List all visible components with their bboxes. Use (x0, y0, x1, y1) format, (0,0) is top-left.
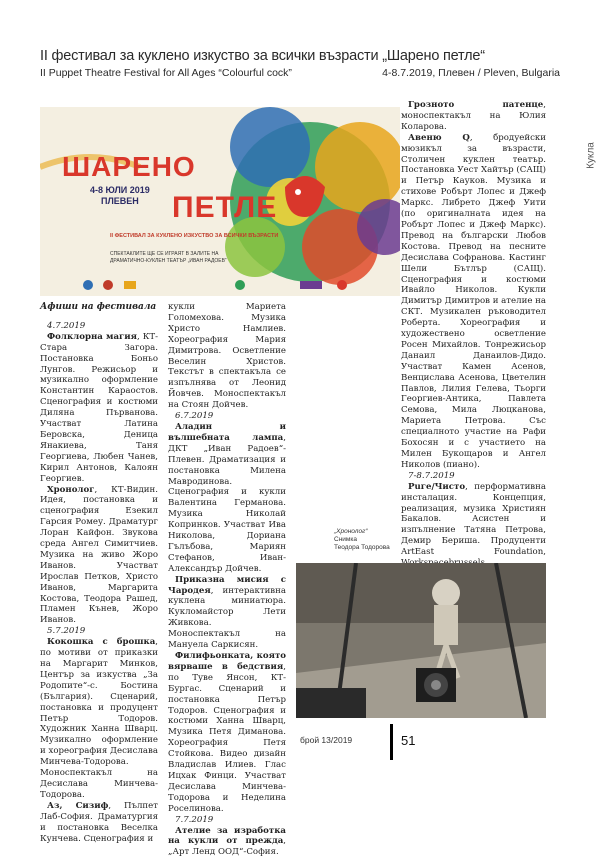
article-title: II фестивал за куклено изкуство за всички възрасти „Шарено петле“ (40, 48, 560, 64)
event-title: Ателие за изработка на кукли от прежда (168, 826, 286, 847)
article-title-english: II Puppet Theatre Festival for All Ages “Colourful cock” (40, 67, 292, 79)
page-number: 51 (401, 733, 415, 748)
event-text: , перформативна инсталация. Концепция, реализация, музика Християн Бакалов. Асистен и изпълнение Татяна Петрова, Демир Бериша. Продуценти ArtEast Foundation, (401, 482, 546, 590)
caption-credit-label: Снимка (334, 536, 390, 544)
photo-scene (296, 563, 546, 718)
column-1 (40, 302, 158, 844)
event-text-continued: кукли Мариета Голомехова. Музика Христо Намлиев. Хореография Мария Димитрова. Осветление Веселин Христов. Текстът в спектакъла се изпълнява от Леонид Йовчев. Моноспектакъл на Стоян Дойчев. (168, 302, 286, 411)
event-text: , моноспектакъл на Юлия Коларова. (401, 100, 546, 132)
event-text: , по мотиви от приказки на Маргарит Минков, Център за изкуства „За Родопите“-с. Бостина (България). Сценарий, постановка и продуцент Петър Тодоров. Художник Ханна Шварц. Музикално оформление и хореография Десислава Минчева-Тодорова. Моноспектакъл на Десислава Минчева-Тодорова. (40, 637, 158, 800)
event-title: Приказна мисия с Чародея (168, 575, 286, 596)
date-place: 4-8.7.2019, Плевен / Pleven, Bulgaria (382, 67, 560, 79)
column-3 (401, 100, 546, 591)
date-line: 5.7.2019 (40, 626, 158, 637)
poster-title-line1: ШАРЕНО (62, 151, 196, 183)
event-title: Рuге/Чисто (408, 482, 465, 492)
event-title: Аладин и вълшебната лампа (168, 422, 286, 443)
column-2 (168, 302, 286, 858)
performance-photo (296, 563, 546, 718)
date-line: 7.7.2019 (168, 815, 286, 826)
poster-subtitle: II ФЕСТИВАЛ ЗА КУКЛЕНО ИЗКУСТВО ЗА ВСИЧКИ ВЪЗРАСТИ (110, 233, 278, 240)
event-text: , ДКТ „Иван Радоев“-Плевен. Драматизация и постановка Милена Мавродинова. Сценография и кукли Валентина Германова. Музика Николай Копринков. Участват Ива Николова, Дориана Гълъбова, Мариян Стефанов, Иван-Александър Дойчев. (168, 433, 286, 574)
poster-venue-line1: СПЕКТАКЛИТЕ ЩЕ СЕ ИГРАЯТ В ЗАЛИТЕ НА (110, 251, 227, 258)
event-entry (40, 485, 158, 627)
event-title: Аз, Сизиф (47, 801, 108, 811)
event-title: Авеню Q (408, 133, 470, 143)
section-tab (584, 80, 600, 240)
event-entry (40, 637, 158, 801)
event-entry (401, 100, 546, 133)
date-line: 7-8.7.2019 (401, 471, 546, 482)
event-text: , „Арт Ленд ООД“-София. (168, 836, 286, 857)
section-heading: Афиши на фестивала (40, 302, 158, 313)
poster-venue-line2: ДРАМАТИЧНО-КУКЛЕН ТЕАТЪР „ИВАН РАДОЕВ“ (110, 258, 227, 265)
poster-city: ПЛЕВЕН (90, 196, 150, 207)
footer-issue: брой 13/2019 (300, 735, 352, 745)
poster-venue (110, 251, 227, 264)
footer-divider (390, 724, 393, 760)
event-text: , КТ-Видин. Идея, постановка и сценография Езекил Гарсия Ромеу. Драматург Лоран Кайфон. Звукова среда Ангел Симитчиев. Музика на живо Жоро Иванов. Участват Ирослав Петков, Христо Иванов, Маргарита Костова, Теодора Рашед, Пламен Кънев, Жоро Иванов. (40, 485, 158, 626)
event-text: , бродуейски мюзикъл за възрасти, Столичен куклен театър. Постановка Уест Хайтър (САЩ) и Петър Кауков. Музика и стихове Робърт Лопес и Джеф Маркс. Либрето Джеф Уити (по оригиналната идея на Робърт Лопес и Джеф Маркс). Превод на български Любов Костова. Превод на песните Десислава Софранова. Кастинг Шели Бътлър (САЩ). Сценография и костюми Ивайло Николов. Кукли Димитър Димитров и ателие на СКТ. Музикален ръководител Роберта. Хореография и художествено осветление Росен Михайлов. Тонрежисьор Данаил Данаилов-Дидо. Участват Камен Асенов, Венцислава Асенова, Цветелин Павлов, Лилия Гелева, Тьорги Георгиев-Антика, Павлета Семова, Мила Люцканова, Мариета Петрова. Със специалното участие на Рафи Бохосян и с участието на Милен Букощаров и Ангел Николов (пиано). (401, 133, 546, 470)
caption-title: „Хронолог“ (334, 528, 390, 536)
poster-date-range: 4-8 ЮЛИ 2019 (90, 185, 150, 196)
event-title: Фолклорна магия (47, 332, 137, 342)
event-title: Хронолог (47, 485, 95, 495)
poster-title-line2: ПЕТЛЕ (172, 191, 277, 225)
date-line: 6.7.2019 (168, 411, 286, 422)
date-line: 4.7.2019 (40, 321, 158, 332)
event-entry (40, 332, 158, 485)
event-title: Филифьонката, която вярваше в бедствия (168, 651, 286, 672)
photo-caption (334, 528, 390, 552)
caption-credit-name: Теодора Тодорова (334, 544, 390, 552)
event-text: , Пълпет Лаб-София. Драматургия и постановка Веселка Кунчева. Сценография и (40, 801, 158, 844)
event-text: , интерактивна куклена миниатюра. Кукломайстор Лети Живкова. Моноспектакъл на Мануела Саркисян. (168, 586, 286, 651)
sponsor-logos (80, 279, 360, 291)
poster-dates (90, 185, 150, 207)
festival-poster (40, 107, 400, 296)
event-entry (168, 422, 286, 575)
event-entry (401, 133, 546, 471)
event-entry (40, 801, 158, 845)
event-text: , по Туве Янсон, КТ-Бургас. Сценарий и постановка Петър Тодоров. Сценография и костюми Ханна Шварц, Музика Петя Диманова. Хореография Петя Стойкова. Видео дизайн Владислав Илиев. Глас Ицхак Финци. Участват Десислава Минчева-Тодорова и Неделина Роселинова. (168, 662, 286, 814)
section-tab-label: Кукла (586, 101, 597, 211)
event-title: Грозното патенце (408, 100, 543, 110)
event-title: Кокошка с брошка (47, 637, 155, 647)
event-text: , КТ-Стара Загора. Постановка Боньо Лунгов. Режисьор и музикално оформление Константин Караостов. Сценография и костюми Диляна Първанова. Участват Латина Беровска, Деница Янакиева, Таня Георгиева, Любен Чанев, Кирил Антонов, Калоян Георгиев. (40, 332, 158, 484)
event-entry (168, 575, 286, 651)
event-entry (168, 826, 286, 858)
event-entry (168, 651, 286, 815)
